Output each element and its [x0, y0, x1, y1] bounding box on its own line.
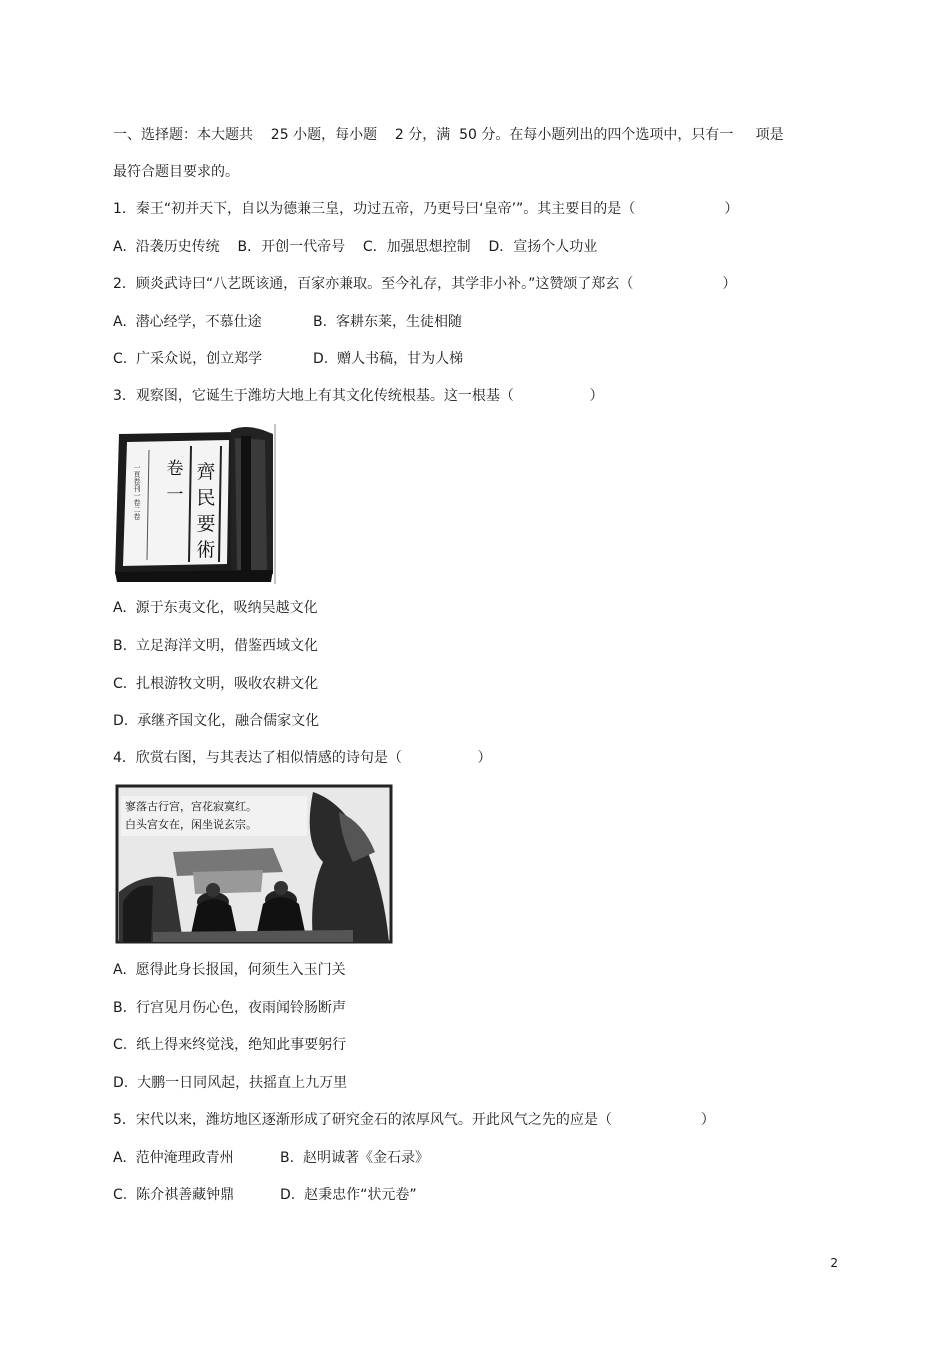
question-3-option-a: A. 源于东夷文化，吸纳吴越文化	[113, 600, 318, 616]
question-3-option-c: C. 扎根游牧文明，吸收农耕文化	[113, 676, 319, 692]
question-4-option-c: C. 纸上得来终觉浅，绝知此事要躬行	[113, 1037, 347, 1053]
book-figure	[113, 424, 278, 584]
question-5-option-a: A. 范仲淹理政青州	[113, 1150, 234, 1166]
book-volume-char-2: 一	[166, 485, 184, 505]
question-5-option-c: C. 陈介祺善藏钟鼎	[113, 1187, 235, 1203]
page-number: 2	[830, 1256, 838, 1270]
question-4-option-d: D. 大鹏一日同风起，扶摇直上九万里	[113, 1075, 348, 1091]
question-2-option-c: C. 广采众说，创立郑学	[113, 351, 263, 367]
book-title-char-3: 要	[196, 513, 216, 535]
book-title-char-4: 術	[196, 539, 216, 561]
book-title-char-2: 民	[196, 487, 216, 509]
palace-painting-figure	[113, 782, 395, 946]
question-4-option-b: B. 行宫见月伤心色，夜雨闻铃肠断声	[113, 1000, 346, 1016]
question-2-option-a: A. 潜心经学，不慕仕途	[113, 314, 262, 330]
book-side-text: 一頁卷刊一卷二卷	[133, 464, 141, 520]
poem-line-1: 寥落古行宫，宫花寂寞红。	[125, 800, 257, 813]
question-5-stem: 5．宋代以来，潍坊地区逐渐形成了研究金石的浓厚风气。开此风气之先的应是（ ）	[113, 1112, 715, 1128]
book-volume-char-1: 卷	[166, 459, 184, 479]
section-heading-line2: 最符合题目要求的。	[113, 164, 239, 180]
question-5-option-d: D. 赵秉忠作“状元卷”	[280, 1187, 417, 1203]
question-2-option-d: D. 赠人书稿，甘为人梯	[313, 351, 464, 367]
question-2-option-b: B. 客耕东莱，生徒相随	[313, 314, 462, 330]
question-1-stem: 1．秦王“初并天下，自以为德兼三皇，功过五帝，乃更号曰‘皇帝’”。其主要目的是（ ）	[113, 201, 739, 217]
question-5-option-b: B. 赵明诚著《金石录》	[280, 1150, 429, 1166]
question-3-option-d: D. 承继齐国文化，融合儒家文化	[113, 713, 320, 729]
section-heading-line1: 一、选择题：本大题共 25 小题，每小题 2 分，满 50 分。在每小题列出的四个选项中，只有一 项是	[113, 127, 784, 143]
question-4-option-a: A. 愿得此身长报国，何须生入玉门关	[113, 962, 346, 978]
question-2-stem: 2．顾炎武诗曰“八艺既该通，百家亦兼取。至今礼存，其学非小补。”这赞颂了郑玄（ ）	[113, 276, 737, 292]
question-3-stem: 3．观察图，它诞生于潍坊大地上有其文化传统根基。这一根基（ ）	[113, 388, 604, 404]
poem-line-2: 白头宫女在，闲坐说玄宗。	[125, 818, 257, 831]
question-4-stem: 4．欣赏右图，与其表达了相似情感的诗句是（ ）	[113, 750, 492, 766]
question-3-option-b: B. 立足海洋文明，借鉴西域文化	[113, 638, 318, 654]
question-1-options: A. 沿袭历史传统 B．开创一代帝号 C．加强思想控制 D．宣扬个人功业	[113, 239, 598, 255]
book-title-char-1: 齊	[196, 461, 216, 483]
